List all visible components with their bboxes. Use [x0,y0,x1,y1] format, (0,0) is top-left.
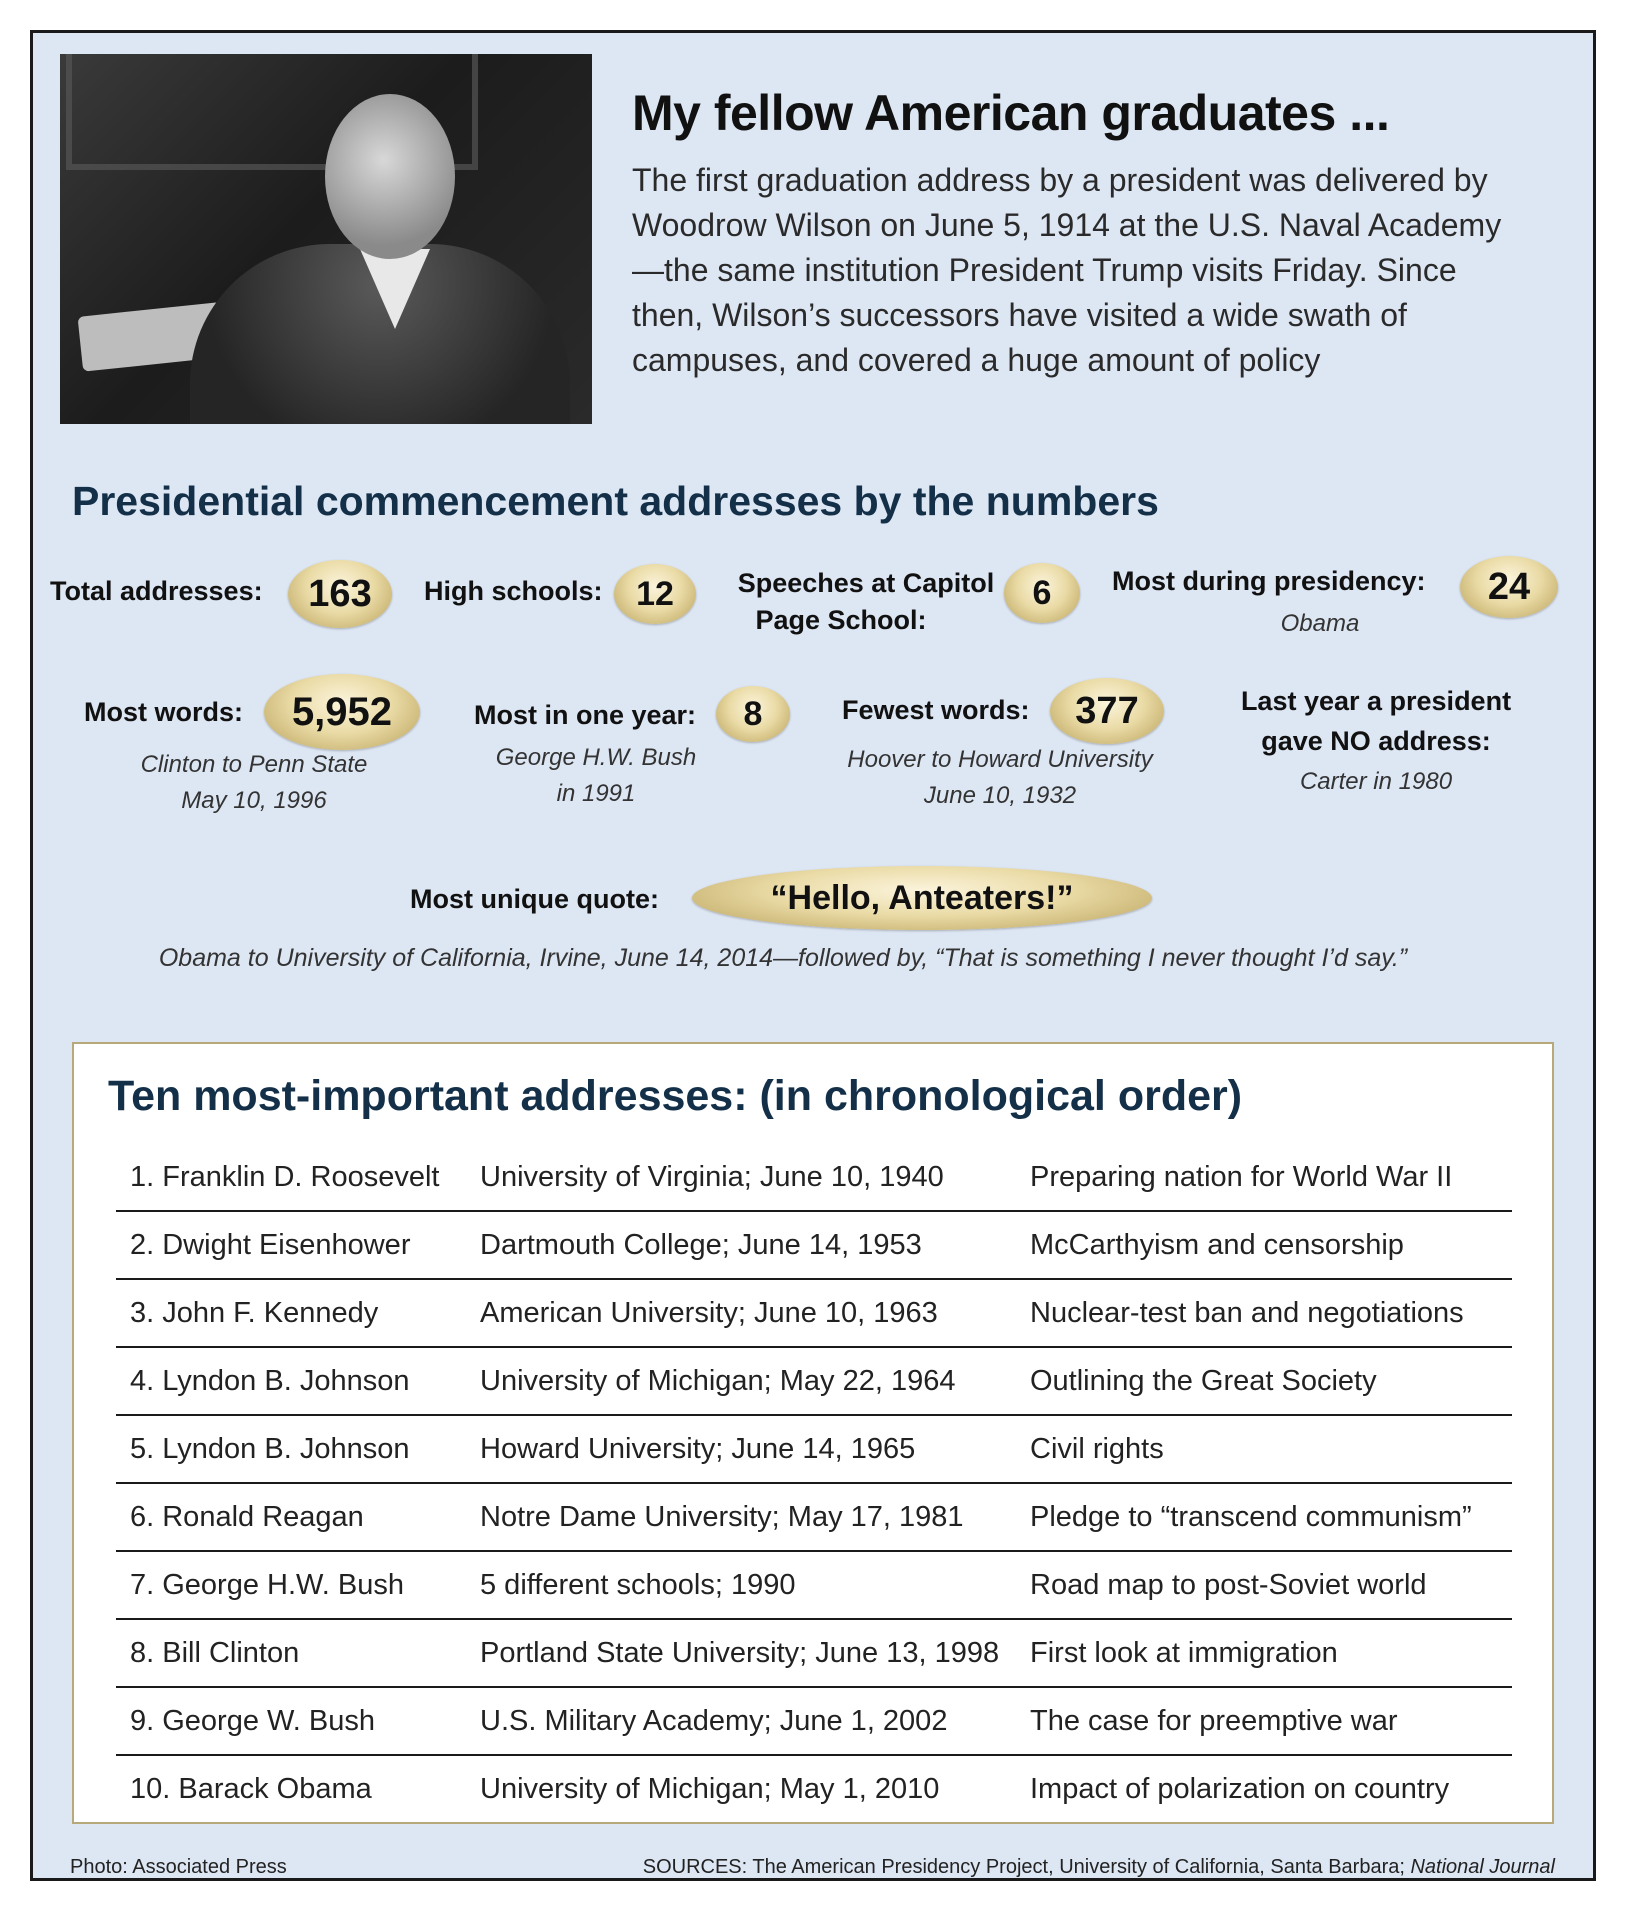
topic: McCarthyism and censorship [1030,1228,1404,1261]
portrait-photo [60,54,592,424]
most-one-year-label: Most in one year: [474,700,697,730]
president-name: 7. George H.W. Bush [130,1568,405,1601]
most-words-label: Most words: [84,697,243,727]
topic: Road map to post-Soviet world [1030,1568,1427,1601]
topic: First look at immigration [1030,1636,1338,1669]
table-row [116,1416,1512,1484]
capitol-badge: 6 [1004,563,1080,623]
important-addresses-table [72,1042,1554,1824]
total-addresses-label: Total addresses: [50,576,263,606]
sources-text: SOURCES: The American Presidency Project, University of California, Santa Barbara; [642,1856,1411,1878]
most-words-badge: 5,952 [264,674,420,750]
venue-date: Portland State University; June 13, 1998 [480,1636,1000,1669]
table-row [116,1484,1512,1552]
topic: Preparing nation for World War II [1030,1160,1453,1193]
most-one-year-note-line2: in 1991 [556,780,636,807]
unique-quote-label: Most unique quote: [410,884,659,914]
venue-date: Dartmouth College; June 14, 1953 [480,1228,922,1261]
high-schools-badge: 12 [614,564,696,624]
president-name: 10. Barack Obama [130,1772,372,1805]
capitol-label-line1: Speeches at Capitol [737,568,995,598]
intro-paragraph: The first graduation address by a president was delivered by Woodrow Wilson on June 5, 1914 at the U.S. Naval Academy—the same institution President Trump visits Friday. Since then, Wilson’s successors have visited a wide swath of campuses, and covered a huge amount of policy [632,162,1502,378]
venue-date: U.S. Military Academy; June 1, 2002 [480,1704,948,1737]
venue-date: University of Michigan; May 1, 2010 [480,1772,940,1805]
table-rows [116,1144,1512,1822]
topic: Nuclear-test ban and negotiations [1030,1296,1464,1329]
most-one-year-note-line1: George H.W. Bush [495,744,697,771]
most-words-note-line2: May 10, 1996 [181,787,327,814]
table-row [116,1280,1512,1348]
table-row [116,1144,1512,1212]
fewest-words-note-line1: Hoover to Howard University [847,746,1153,773]
sources-credit [643,1856,1555,1879]
high-schools-label: High schools: [424,576,603,606]
topic: Outlining the Great Society [1030,1364,1377,1397]
unique-quote-note: Obama to University of California, Irvine, June 14, 2014—followed by, “That is something I never thought I’d say.” [158,944,1408,972]
president-name: 4. Lyndon B. Johnson [130,1364,410,1397]
president-name: 6. Ronald Reagan [130,1500,364,1533]
venue-date: Notre Dame University; May 17, 1981 [480,1500,964,1533]
total-addresses-badge: 163 [288,560,392,628]
fewest-words-badge: 377 [1050,678,1164,744]
venue-date: Howard University; June 14, 1965 [480,1432,916,1465]
capitol-label-line2: Page School: [755,605,927,635]
most-presidency-label: Most during presidency: [1112,566,1426,596]
president-name: 1. Franklin D. Roosevelt [130,1160,440,1193]
table-row [116,1620,1512,1688]
table-row [116,1756,1512,1822]
most-one-year-badge: 8 [716,686,790,742]
table-row [116,1212,1512,1280]
venue-date: University of Virginia; June 10, 1940 [480,1160,944,1193]
president-name: 9. George W. Bush [130,1704,376,1737]
table-row [116,1552,1512,1620]
most-words-note-line1: Clinton to Penn State [140,751,368,778]
fewest-words-note-line2: June 10, 1932 [923,782,1077,809]
venue-date: 5 different schools; 1990 [480,1568,796,1601]
fewest-words-label: Fewest words: [842,695,1030,725]
last-year-none-note: Carter in 1980 [1299,768,1453,795]
topic: The case for preemptive war [1030,1704,1398,1737]
table-row [116,1688,1512,1756]
table-row [116,1348,1512,1416]
numbers-section-title: Presidential commencement addresses by the numbers [72,478,1159,524]
president-name: 3. John F. Kennedy [130,1296,379,1329]
venue-date: American University; June 10, 1963 [480,1296,938,1329]
last-year-none-label-line1: Last year a president [1240,686,1512,716]
photo-credit: Photo: Associated Press [70,1856,287,1878]
last-year-none-label-line2: gave NO address: [1261,726,1491,756]
table-title: Ten most-important addresses: (in chronological order) [108,1072,1243,1120]
president-name: 8. Bill Clinton [130,1636,300,1669]
venue-date: University of Michigan; May 22, 1964 [480,1364,956,1397]
most-presidency-note: Obama [1280,610,1360,637]
page-title: My fellow American graduates ... [632,85,1390,141]
president-name: 5. Lyndon B. Johnson [130,1432,410,1465]
president-name: 2. Dwight Eisenhower [130,1228,411,1261]
topic: Impact of polarization on country [1030,1772,1450,1805]
most-presidency-badge: 24 [1460,556,1558,618]
unique-quote-badge: “Hello, Anteaters!” [692,866,1152,930]
topic: Civil rights [1030,1432,1164,1465]
sources-italic: National Journal [1410,1856,1555,1878]
topic: Pledge to “transcend communism” [1030,1500,1472,1533]
head-shape [325,94,455,259]
